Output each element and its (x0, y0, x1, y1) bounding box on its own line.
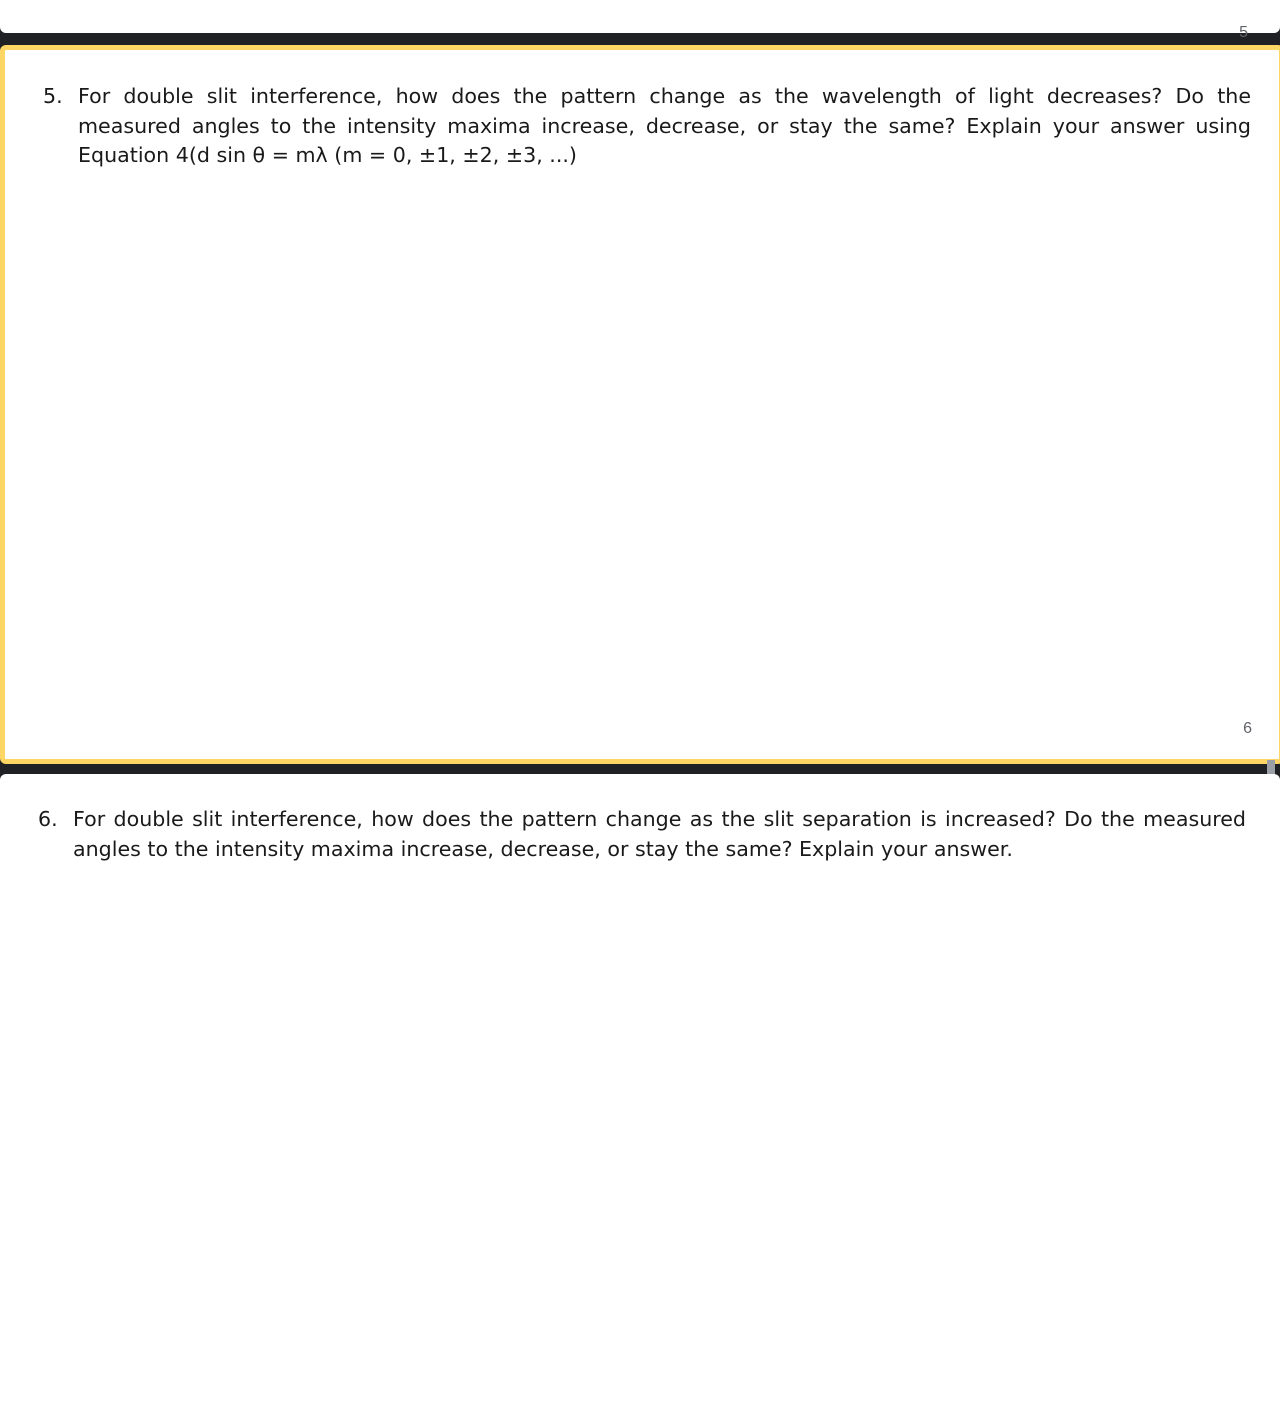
page-number-current: 6 (1243, 720, 1252, 737)
question-5 (43, 82, 1251, 171)
scrollbar-track[interactable] (1280, 0, 1284, 1416)
question-number: 5. (43, 84, 63, 108)
question-6 (38, 805, 1246, 864)
next-page[interactable] (0, 774, 1280, 1416)
question-text: For double slit interference, how does the pattern change as the wavelength of light decreases? Do the measured angles to the intensity maxima increase, decrease, or stay the same? Explain your answer using Equation 4(d sin θ = mλ (m = 0, ±1, ±2, ±3, ...) (78, 84, 1251, 167)
question-number: 6. (38, 807, 58, 831)
scrollbar-thumb[interactable] (1267, 760, 1275, 774)
current-page[interactable] (0, 45, 1284, 764)
question-text: For double slit interference, how does the pattern change as the slit separation is increased? Do the measured angles to the intensity maxima increase, decrease, or stay the same? Explain your answer. (73, 807, 1246, 861)
page-number-previous: 5 (1239, 24, 1248, 41)
previous-page[interactable] (0, 0, 1280, 41)
